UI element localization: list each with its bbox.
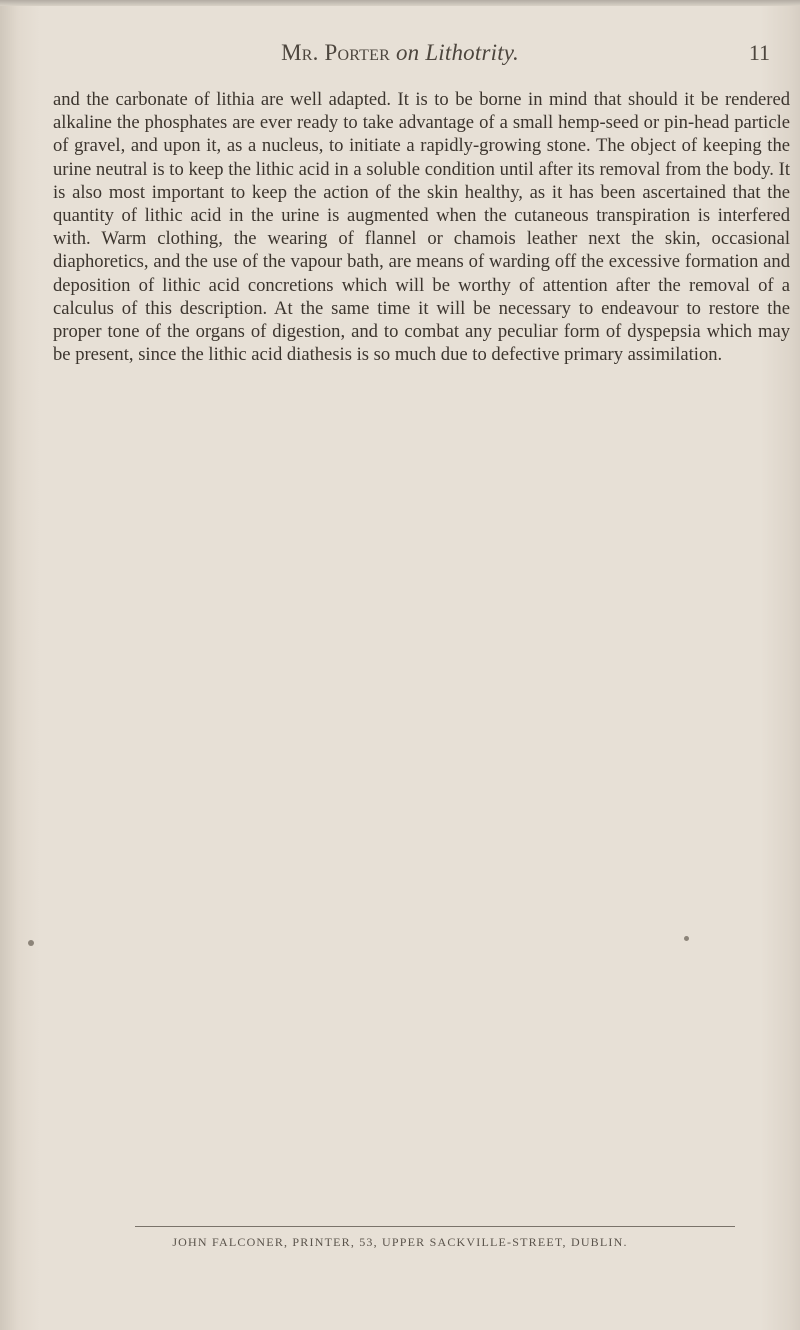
page-top-edge [0, 0, 800, 6]
imprint-rule [135, 1226, 735, 1227]
running-head [0, 40, 800, 74]
paper-fleck [28, 940, 34, 946]
paper-fleck [684, 936, 689, 941]
printer-imprint: JOHN FALCONER, PRINTER, 53, UPPER SACKVILLE-STREET, DUBLIN. [172, 1235, 628, 1249]
page-number: 11 [748, 40, 770, 65]
running-head-author: Mr. Porter [281, 40, 390, 65]
running-head-topic: Lithotrity. [425, 40, 519, 65]
running-head-connector: on [395, 40, 420, 65]
running-head-title [0, 40, 800, 66]
body-paragraph: and the carbonate of lithia are well adapted. It is to be borne in mind that should it be rendered alkaline the phosphates are ever ready to take advantage of a small hemp-seed or pin-head particle of gravel, and upon it, as a nucleus, to initiate a rapidly-growing stone. The object of keeping the urine neutral is to keep the lithic acid in a soluble condition until after its removal from the body. It is also most important to keep the action of the skin healthy, as it has been ascertained that the quantity of lithic acid in the urine is augmented when the cutaneous transpiration is interfered with. Warm clothing, the wearing of flannel or chamois leather next the skin, occasional diaphoretics, and the use of the vapour bath, are means of warding off the excessive formation and deposition of lithic acid concretions which will be worthy of attention after the removal of a calculus of this description. At the same time it will be necessary to endeavour to restore the proper tone of the organs of digestion, and to combat any peculiar form of dyspepsia which may be present, since the lithic acid diathesis is so much due to defective primary assimilation. [53, 89, 790, 366]
